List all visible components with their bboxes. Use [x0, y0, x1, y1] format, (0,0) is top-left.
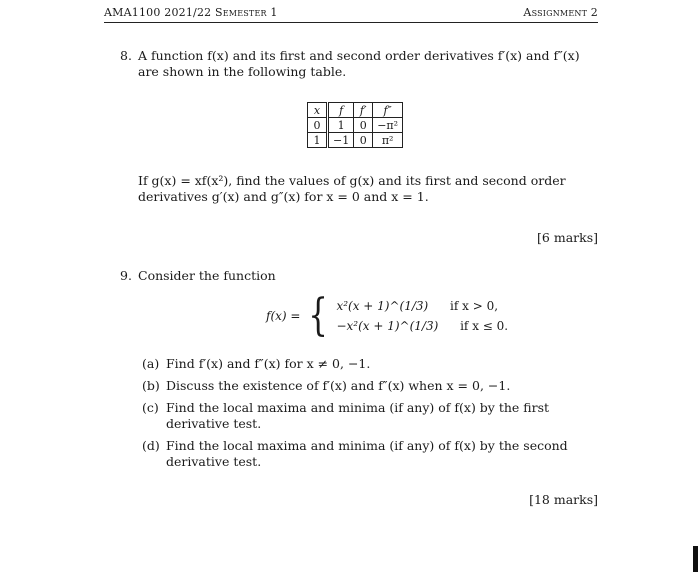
table-row [308, 118, 403, 133]
piecewise-function [266, 290, 509, 341]
table-cell: 0 [354, 133, 373, 148]
question-9-marks: [18 marks] [529, 492, 598, 507]
table-header-cell: f [328, 103, 354, 118]
part-label: (c) [142, 400, 159, 415]
question-9-intro: Consider the function [138, 268, 276, 283]
case-expression: x²(x + 1)^(1/3) [336, 299, 429, 313]
table-cell: 1 [308, 133, 328, 148]
table-header-cell: f′ [354, 103, 373, 118]
question-8-marks: [6 marks] [537, 230, 598, 245]
question-8-text: If g(x) = xf(x²), find the values of g(x) and its first and second order derivatives g′(x) and g″(x) for x = 0 and x = 1. [138, 173, 566, 204]
part-text: Find the local maxima and minima (if any) of f(x) by the first derivative test. [166, 400, 550, 431]
case-row [336, 296, 508, 316]
question-9-parts [142, 356, 607, 476]
question-9 [120, 268, 600, 284]
question-9-number: 9. [120, 268, 132, 283]
table-row [308, 133, 403, 148]
part-text: Discuss the existence of f′(x) and f″(x) when x = 0, −1. [166, 378, 511, 393]
part-label: (b) [142, 378, 160, 393]
function-lhs: f(x) = [266, 309, 301, 323]
question-8 [120, 48, 600, 80]
list-item [142, 378, 607, 394]
course-semester: AMA1100 2021/22 Semester 1 [104, 6, 278, 19]
question-8-intro: A function f(x) and its first and second order derivatives f′(x) and f″(x) are shown in the following table. [138, 48, 580, 79]
case-expression: −x²(x + 1)^(1/3) [336, 319, 439, 333]
part-label: (d) [142, 438, 160, 453]
table-cell: −π² [373, 118, 403, 133]
case-condition: if x > 0, [450, 299, 499, 313]
table-header-row [308, 103, 403, 118]
table-cell: π² [373, 133, 403, 148]
list-item [142, 400, 607, 432]
table-header-cell: f″ [373, 103, 403, 118]
values-table [307, 102, 403, 148]
scrollbar-edge [693, 546, 698, 572]
part-text: Find f′(x) and f″(x) for x ≠ 0, −1. [166, 356, 371, 371]
table-cell: −1 [328, 133, 354, 148]
list-item [142, 438, 607, 470]
function-cases [336, 296, 508, 336]
table-cell: 1 [328, 118, 354, 133]
case-row [336, 316, 508, 336]
page-header [104, 6, 598, 23]
table-cell: 0 [308, 118, 328, 133]
assignment-title: Assignment 2 [523, 6, 598, 19]
case-condition: if x ≤ 0. [460, 319, 509, 333]
table-cell: 0 [354, 118, 373, 133]
list-item [142, 356, 607, 372]
part-label: (a) [142, 356, 160, 371]
table-header-cell: x [308, 103, 328, 118]
part-text: Find the local maxima and minima (if any) of f(x) by the second derivative test. [166, 438, 568, 469]
left-brace-icon: { [308, 290, 329, 341]
question-8-number: 8. [120, 48, 132, 63]
